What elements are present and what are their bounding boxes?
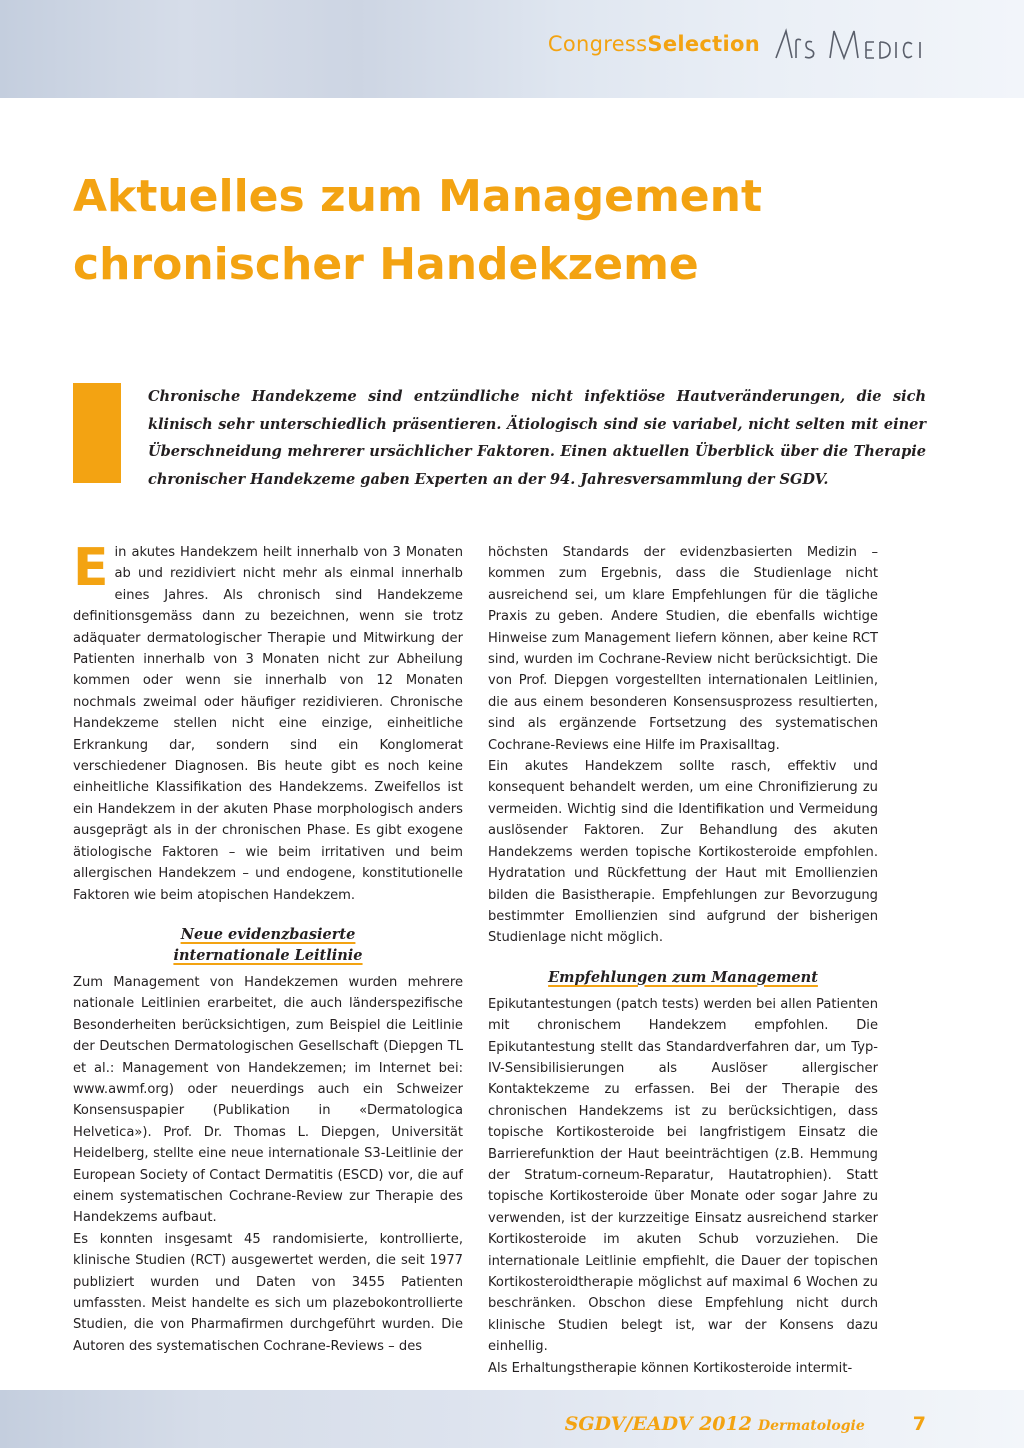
body-paragraph: Ein akutes Handekzem sollte rasch, effektiv und konsequent behandelt werden, um eine Chronifizierung zu vermeiden. Wichtig sind die Identifikation und Vermeidung auslösender Faktoren. Zur Behandlung des akuten Handekzems werden topische Kortikosteroide empfohlen. Hydratation und Rückfettung der Haut mit Emollienzien bilden die Basistherapie. Empfehlungen zur Bevorzugung bestimmter Emollienzien sind aufgrund der bisherigen Studienlage nicht möglich. (488, 759, 878, 946)
congress-selection-light: Congress (547, 32, 648, 56)
footer-section: Dermatologie (757, 1418, 865, 1434)
body-paragraph: Es konnten insgesamt 45 randomisierte, kontrollierte, klinische Studien (RCT) ausgewertet werden, die seit 1977 publiziert wurden und Daten von 3455 Patienten umfassten. Meist handelte es sich um plazebokontrollierte Studien, die von Pharmafirmen durchgeführt wurden. Die Autoren des systematischen Cochrane-Reviews – des (73, 1231, 463, 1354)
intro-text: in akutes Handekzem heilt innerhalb von 3 Monaten ab und rezidiviert nicht mehr als einmal innerhalb eines Jahres. Als chronisch sind Handekzeme definitionsgemäss dann zu bezeichnen, wenn sie trotz adäquater dermatologischer Therapie und Mitwirkung der Patienten innerhalb von 3 Monaten nicht zur Abheilung kommen oder wenn sie innerhalb von 12 Monaten nochmals zweimal oder häufiger rezidivieren. Chronische Handekzeme stellen nicht eine einzige, einheitliche Erkrankung dar, sondern sind ein Konglomerat verschiedener Diagnosen. Bis heute gibt es noch keine einheitliche Klassifikation des Handekzems. Zweifellos ist ein Handekzem in der akuten Phase morphologisch anders ausgeprägt als in der chronischen Phase. Es gibt exogene ätiologische Faktoren – wie beim irritativen und beim allergischen Handekzem – und endogene, konstitutionelle Faktoren wie beim atopischen Handekzem. (73, 545, 463, 903)
subheading-leitlinie-line1: Neue evidenzbasierte (180, 925, 356, 943)
article-title: Aktuelles zum Management chronischer Handekzeme (73, 171, 763, 290)
page-number: 7 (912, 1413, 926, 1435)
body-paragraph: höchsten Standards der evidenzbasierten Medizin – kommen zum Ergebnis, dass die Studienlage nicht ausreichend sei, um klare Empfehlungen für die tägliche Praxis zu geben. Andere Studien, die ebenfalls wichtige Hinweise zum Management liefern können, aber keine RCT sind, wurden im Cochrane-Review nicht berücksichtigt. Die von Prof. Diepgen vorgestellten internationalen Leitlinien, die aus einem besonderen Konsensusprozess resultierten, sind als ergänzende Fortsetzung des systematischen Cochrane-Reviews eine Hilfe im Praxisalltag. (488, 545, 878, 753)
congress-selection-bold: Selection (647, 32, 760, 56)
subheading-leitlinie (73, 924, 463, 966)
drop-cap: E (73, 538, 109, 598)
body-paragraph: Epikutantestungen (patch tests) werden bei allen Patienten mit chronischem Handekzem empfohlen. Die Epikutantestung stellt das Standardverfahren dar, um Typ-IV-Sensibilisierungen als Auslöser allergischer Kontaktekzeme zu erfassen. Bei der Therapie des chronischen Handekzems ist zu berücksichtigen, dass topische Kortikosteroide bei langfristigem Einsatz die Barrierefunktion der Haut beeinträchtigen (z.B. Hemmung der Stratum-corneum-Reparatur, Hautatrophien). Statt topische Kortikosteroide über Monate oder sogar Jahre zu verwenden, ist der kurzzeitige Einsatz ausreichend starker Kortikosteroide im akuten Schub vorzuziehen. Die internationale Leitlinie empfiehlt, die Dauer der topischen Kortikosteroidtherapie möglichst auf maximal 6 Wochen zu beschränken. Obschon diese Empfehlung nicht durch klinische Studien belegt ist, war der Konsens dazu einhellig. (488, 996, 878, 1355)
lead-accent-bar (73, 383, 121, 483)
body-paragraph: Als Erhaltungstherapie können Kortikosteroide intermit- (488, 1360, 853, 1376)
column-left (73, 538, 463, 1357)
intro-paragraph (73, 538, 463, 906)
header-brand (548, 28, 926, 60)
footer-journal: SGDV/EADV 2012 (564, 1413, 752, 1435)
body-paragraph: Zum Management von Handekzemen wurden mehrere nationale Leitlinien erarbeitet, die auch länderspezifische Besonderheiten berücksichtigen, zum Beispiel die Leitlinie der Deutschen Dermatologischen Gesellschaft (Diepgen TL et al.: Management von Handekzemen; im Internet bei: www.awmf.org) oder neuerdings auch ein Schweizer Konsensuspapier (Publikation in «Dermatologica Helvetica»). Prof. Dr. Thomas L. Diepgen, Universität Heidelberg, stellte eine neue internationale S3-Leitlinie der European Society of Contact Dermatitis (ESCD) vor, die auf einem systematischen Cochrane-Review zur Therapie des Handekzems aufbaut. (73, 974, 463, 1226)
column-right (488, 542, 878, 1379)
page-footer (565, 1413, 926, 1435)
article-lead: Chronische Handekzeme sind entzündliche nicht infektiöse Hautveränderungen, die sich klinisch sehr unterschiedlich präsentieren. Ätiologisch sind sie variabel, nicht selten mit einer Überschneidung mehrerer ursächlicher Faktoren. Einen aktuellen Überblick über die Therapie chronischer Handekzeme gaben Experten an der 94. Jahresversammlung der SGDV. (148, 388, 926, 488)
subheading-leitlinie-line2: internationale Leitlinie (173, 946, 363, 964)
subheading-empfehlungen: Empfehlungen zum Management (548, 968, 818, 986)
ars-medici-logo (774, 28, 926, 60)
